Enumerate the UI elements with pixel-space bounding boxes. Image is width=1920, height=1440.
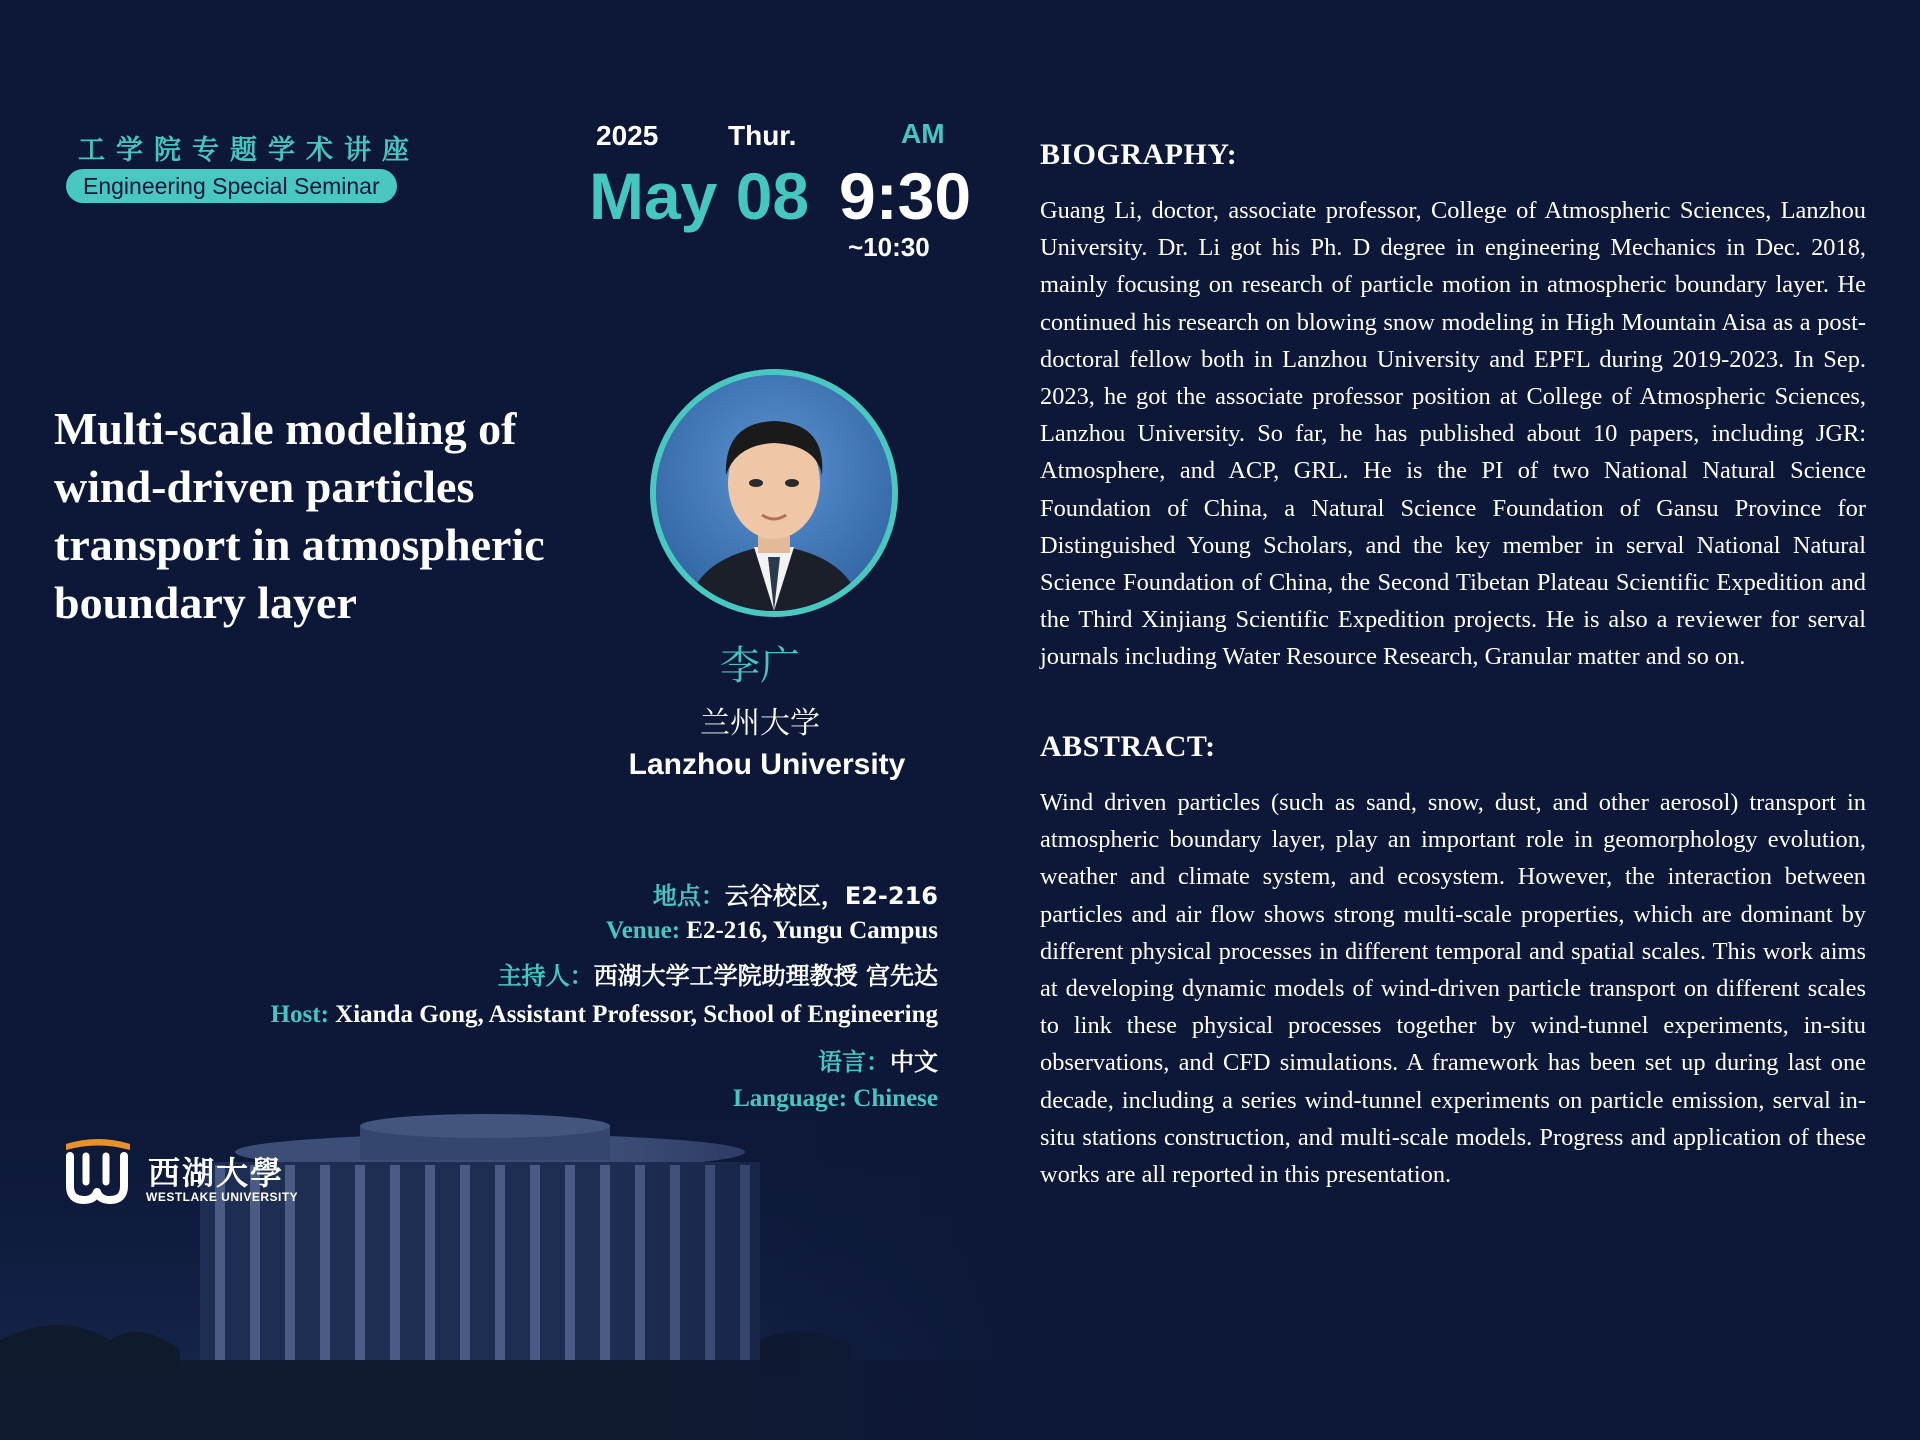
speaker-affiliation-cn: 兰州大学 <box>700 706 820 741</box>
host-cn <box>498 956 938 991</box>
date-day: May 08 <box>589 159 810 233</box>
host-cn-value: 西湖大学工学院助理教授 宫先达 <box>593 962 938 990</box>
host-cn-label: 主持人： <box>497 962 594 990</box>
abstract-heading: ABSTRACT: <box>1040 730 1216 763</box>
date-year: 2025 <box>596 120 659 151</box>
venue-cn-value: 云谷校区，E2-216 <box>724 882 938 910</box>
abstract-text: Wind driven particles (such as sand, snow, dust, and other aerosol) transport in atmospheric boundary layer, play an important role in geomorphology evolution, weather and climate system, and ecosystem. However, the interaction between particles and air flow shows strong multi-scale properties, which are dominant by different physical processes in different temporal and spatial scales. This work aims at developing dynamic models of wind-driven particle transport on different scales to link these physical processes together by wind-tunnel experiments, in-situ observations, and CFD simulations. A framework has been set up during last one decade, including a series wind-tunnel experiments on particle emission, serval in-situ stations construction, and multi-scale models. Progress and application of these works are all reported in this presentation. <box>1040 789 1866 1189</box>
seminar-title-en-badge: Engineering Special Seminar <box>66 169 397 203</box>
logo-name-en: WESTLAKE UNIVERSITY <box>146 1190 299 1204</box>
venue-cn-label: 地点： <box>652 882 725 910</box>
host-en <box>271 1001 938 1029</box>
language-cn-label: 语言： <box>818 1048 890 1076</box>
seminar-title-cn: 工学院专题学术讲座 <box>78 135 420 166</box>
speaker-affiliation-en: Lanzhou University <box>628 748 906 781</box>
language-en-value: Chinese <box>853 1085 938 1112</box>
venue-en-value: E2-216, Yungu Campus <box>686 917 938 944</box>
language-cn-value: 中文 <box>890 1048 938 1076</box>
host-en-label: Host: <box>270 1001 336 1028</box>
venue-cn <box>653 876 938 911</box>
time-ampm: AM <box>901 118 945 149</box>
language-cn <box>818 1042 938 1077</box>
speaker-photo <box>650 369 898 617</box>
biography-heading: BIOGRAPHY: <box>1040 138 1238 171</box>
time-start: 9:30 <box>839 159 972 233</box>
language-en-label: Language: <box>733 1085 854 1112</box>
venue-en <box>606 917 938 945</box>
speaker-portrait-icon <box>656 375 892 611</box>
date-weekday: Thur. <box>728 120 797 151</box>
speaker-name-cn: 李广 <box>720 643 800 689</box>
language-en <box>733 1085 938 1113</box>
host-en-value: Xianda Gong, Assistant Professor, School of Engineering <box>335 1001 938 1028</box>
time-end: ~10:30 <box>848 232 930 262</box>
biography-text: Guang Li, doctor, associate professor, College of Atmospheric Sciences, Lanzhou University. Dr. Li got his Ph. D degree in engineering Mechanics in Dec. 2018, mainly focusing on research of particle motion in atmospheric boundary layer. He continued his research on blowing snow modeling in High Mountain Aisa as a post-doctoral fellow both in Lanzhou University and EPFL during 2019-2023. In Sep. 2023, he got the associate professor position at College of Atmospheric Sciences, Lanzhou University. So far, he has published about 10 papers, including JGR: Atmosphere, and ACP, GRL. He is the PI of two National Natural Science Foundation of China, a Natural Science Foundation of Gansu Province for Distinguished Young Scholars, and the key member in serval National Natural Science Foundation of China, the Second Tibetan Plateau Scientific Expedition and the Third Xinjiang Scientific Expedition projects. He is also a reviewer for serval journals including Water Resource Research, Granular matter and so on. <box>1040 197 1866 671</box>
venue-en-label: Venue: <box>605 917 687 944</box>
talk-title: Multi-scale modeling of wind-driven particles transport in atmospheric boundary layer <box>54 403 545 628</box>
logo-name-cn: 西湖大學 <box>148 1154 285 1192</box>
